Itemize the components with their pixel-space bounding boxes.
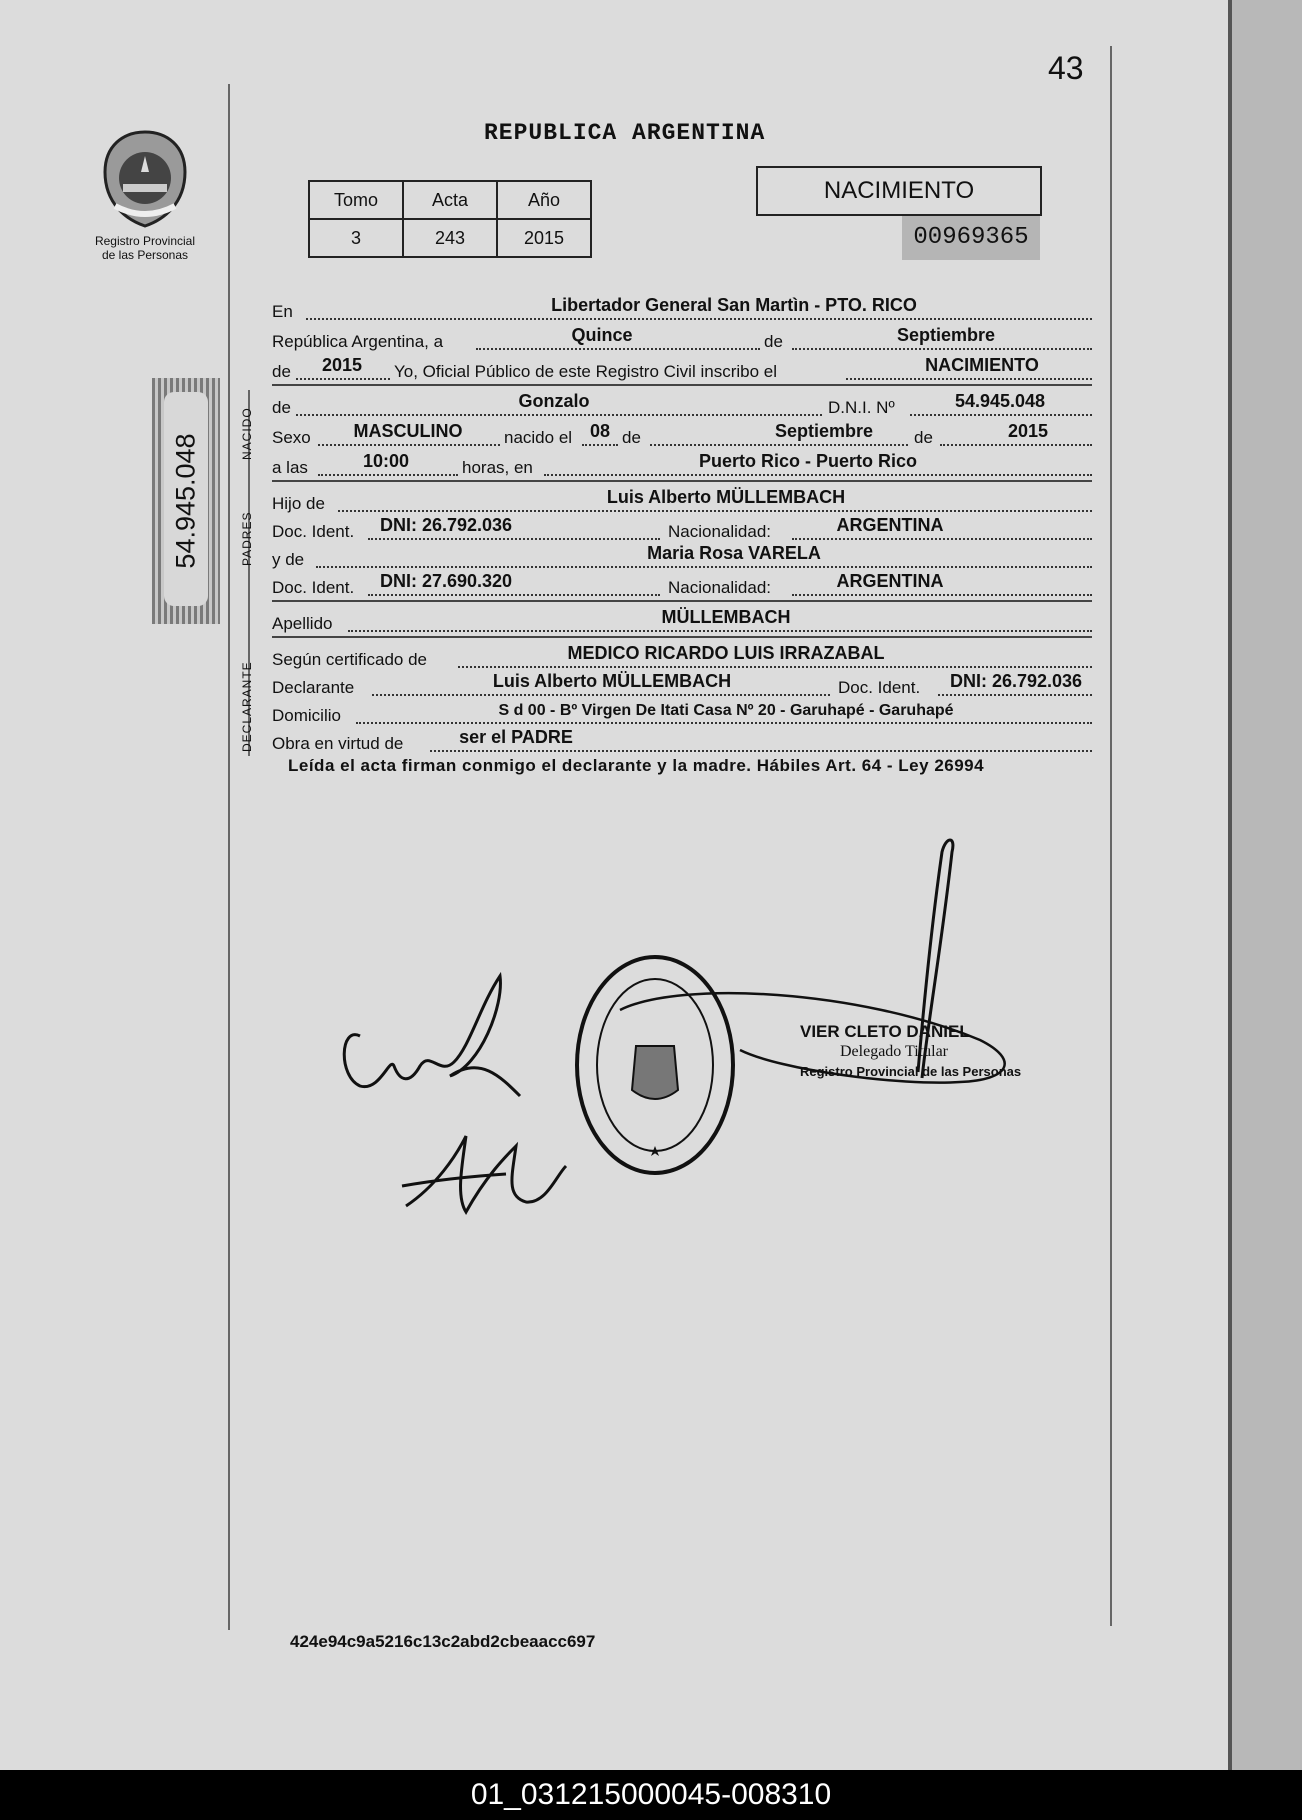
row-republica xyxy=(272,326,1092,352)
row-yo-oficial xyxy=(272,356,1092,382)
acta-header: Acta xyxy=(403,181,497,219)
tomo-value: 3 xyxy=(309,219,403,257)
tomo-header: Tomo xyxy=(309,181,403,219)
row-sexo xyxy=(272,422,1092,448)
dotted-line xyxy=(318,474,458,476)
dotted-line xyxy=(458,666,1092,668)
nacido-month: Septiembre xyxy=(774,421,874,441)
dotted-line xyxy=(368,594,660,596)
row-alas xyxy=(272,452,1092,478)
doc1-label: Doc. Ident. xyxy=(272,522,355,541)
official-org: Registro Provincial de las Personas xyxy=(800,1064,1022,1079)
row-certificado xyxy=(272,644,1092,670)
nacido-label: nacido el xyxy=(504,428,573,447)
dotted-line xyxy=(938,694,1092,696)
side-stripe xyxy=(152,378,220,624)
decl-value: Luis Alberto MÜLLEMBACH xyxy=(492,671,732,691)
nacido-de2: de xyxy=(914,428,933,447)
dotted-line xyxy=(356,722,1092,724)
row-doc2 xyxy=(272,572,1092,598)
official-name: VIER CLETO DANIEL xyxy=(800,1022,970,1041)
yde-label: y de xyxy=(272,550,305,569)
dotted-line xyxy=(846,378,1092,380)
name-value: Gonzalo xyxy=(518,391,590,411)
en-value: Libertador General San Martìn - PTO. RICO xyxy=(551,295,917,315)
coat-of-arms-icon xyxy=(97,126,193,230)
official-role: Delegado Titular xyxy=(840,1043,948,1060)
dotted-line xyxy=(372,694,830,696)
province-logo xyxy=(90,126,200,262)
row-en xyxy=(272,296,1092,322)
mother-signature xyxy=(396,1116,576,1226)
register-table xyxy=(308,180,592,258)
dotted-line xyxy=(348,630,1092,632)
horas-value: Puerto Rico - Puerto Rico xyxy=(698,451,918,471)
serial-number: 00969365 xyxy=(902,216,1040,260)
footer-code: 01_031215000045-008310 xyxy=(0,1770,1302,1820)
dni-label: D.N.I. Nº xyxy=(828,398,895,417)
dotted-line xyxy=(296,414,822,416)
apellido-label: Apellido xyxy=(272,614,333,633)
row-domicilio xyxy=(272,700,1092,726)
row-apellido xyxy=(272,608,1092,634)
nacido-year: 2015 xyxy=(1007,421,1049,441)
row-obra xyxy=(272,728,1092,754)
dom-label: Domicilio xyxy=(272,706,341,725)
dotted-line xyxy=(792,348,1092,350)
hijo-label: Hijo de xyxy=(272,494,325,513)
nacido-day: 08 xyxy=(589,421,611,441)
row-name xyxy=(272,392,1092,418)
dotted-line xyxy=(544,474,1092,476)
doc2-label: Doc. Ident. xyxy=(272,578,355,597)
dotted-line xyxy=(582,444,618,446)
dotted-line xyxy=(792,594,1092,596)
dotted-line xyxy=(338,510,1092,512)
alas-value: 10:00 xyxy=(362,451,410,471)
closing-statement: Leída el acta firman conmigo el declarante y la madre. Hábiles Art. 64 - Ley 26994 xyxy=(288,756,985,775)
section-divider xyxy=(272,600,1092,602)
section-divider xyxy=(272,636,1092,638)
section-divider xyxy=(272,480,1092,482)
sexo-value: MASCULINO xyxy=(353,421,463,441)
official-stamp-text xyxy=(800,1022,1021,1082)
rep-month: Septiembre xyxy=(896,325,996,345)
ano-header: Año xyxy=(497,181,591,219)
nac1-label: Nacionalidad: xyxy=(668,522,772,541)
dotted-line xyxy=(650,444,908,446)
yo-text: Yo, Oficial Público de este Registro Civil inscribo el xyxy=(394,362,777,381)
dom-value: S d 00 - Bº Virgen De Itati Casa Nº 20 - Garuhapé - Garuhapé xyxy=(498,702,954,719)
scan-edge xyxy=(1228,0,1302,1770)
section-label-declarante: DECLARANTE xyxy=(240,661,254,752)
cert-value: MEDICO RICARDO LUIS IRRAZABAL xyxy=(567,643,885,663)
right-margin-line xyxy=(1110,46,1112,1626)
document-title: REPUBLICA ARGENTINA xyxy=(484,120,766,146)
alas-label: a las xyxy=(272,458,308,477)
section-label-nacido: NACIDO xyxy=(240,407,254,460)
row-doc1 xyxy=(272,516,1092,542)
horas-label: horas, en xyxy=(462,458,533,477)
dotted-line xyxy=(318,444,500,446)
ano-value: 2015 xyxy=(497,219,591,257)
yde-value: Maria Rosa VARELA xyxy=(647,543,821,563)
dotted-line xyxy=(476,348,760,350)
de-label: de xyxy=(272,362,291,381)
row-hijo xyxy=(272,488,1092,514)
page-number: 43 xyxy=(1048,50,1084,86)
section-label-padres: PADRES xyxy=(240,511,254,566)
doc3-label: Doc. Ident. xyxy=(838,678,921,697)
dotted-line xyxy=(910,414,1092,416)
de-year: 2015 xyxy=(321,355,363,375)
obra-value: ser el PADRE xyxy=(459,727,573,747)
dni-value: 54.945.048 xyxy=(954,391,1046,411)
obra-label: Obra en virtud de xyxy=(272,734,404,753)
sexo-label: Sexo xyxy=(272,428,311,447)
section-divider xyxy=(272,384,1092,386)
nac1-value: ARGENTINA xyxy=(836,515,944,535)
rep-label: República Argentina, a xyxy=(272,332,444,351)
decl-label: Declarante xyxy=(272,678,355,697)
acta-value: 243 xyxy=(403,219,497,257)
row-yde xyxy=(272,544,1092,570)
doc3-value: DNI: 26.792.036 xyxy=(949,671,1083,691)
logo-caption: Registro Provincial de las Personas xyxy=(94,234,196,262)
row-declarante xyxy=(272,672,1092,698)
dotted-line xyxy=(316,566,1092,568)
en-label: En xyxy=(272,302,293,321)
rep-de: de xyxy=(764,332,783,351)
rep-day: Quince xyxy=(571,325,633,345)
dotted-line xyxy=(792,538,1092,540)
side-stripe-dni: 54.945.048 xyxy=(170,433,201,569)
inscribo-value: NACIMIENTO xyxy=(925,355,1039,375)
dotted-line xyxy=(940,444,1092,446)
dotted-line xyxy=(306,318,1092,320)
apellido-value: MÜLLEMBACH xyxy=(661,607,791,627)
hijo-value: Luis Alberto MÜLLEMBACH xyxy=(606,487,846,507)
dotted-line xyxy=(368,538,660,540)
act-type-box: NACIMIENTO xyxy=(756,166,1042,216)
cert-label: Según certificado de xyxy=(272,650,427,669)
left-margin-line xyxy=(228,84,230,1630)
dotted-line xyxy=(296,378,390,380)
doc1-value: DNI: 26.792.036 xyxy=(379,515,513,535)
name-label: de xyxy=(272,398,291,417)
document-hash: 424e94c9a5216c13c2abd2cbeaacc697 xyxy=(290,1632,596,1651)
doc2-value: DNI: 27.690.320 xyxy=(379,571,513,591)
nacido-de: de xyxy=(622,428,641,447)
nac2-value: ARGENTINA xyxy=(836,571,944,591)
nac2-label: Nacionalidad: xyxy=(668,578,772,597)
declarant-signature xyxy=(330,966,530,1106)
